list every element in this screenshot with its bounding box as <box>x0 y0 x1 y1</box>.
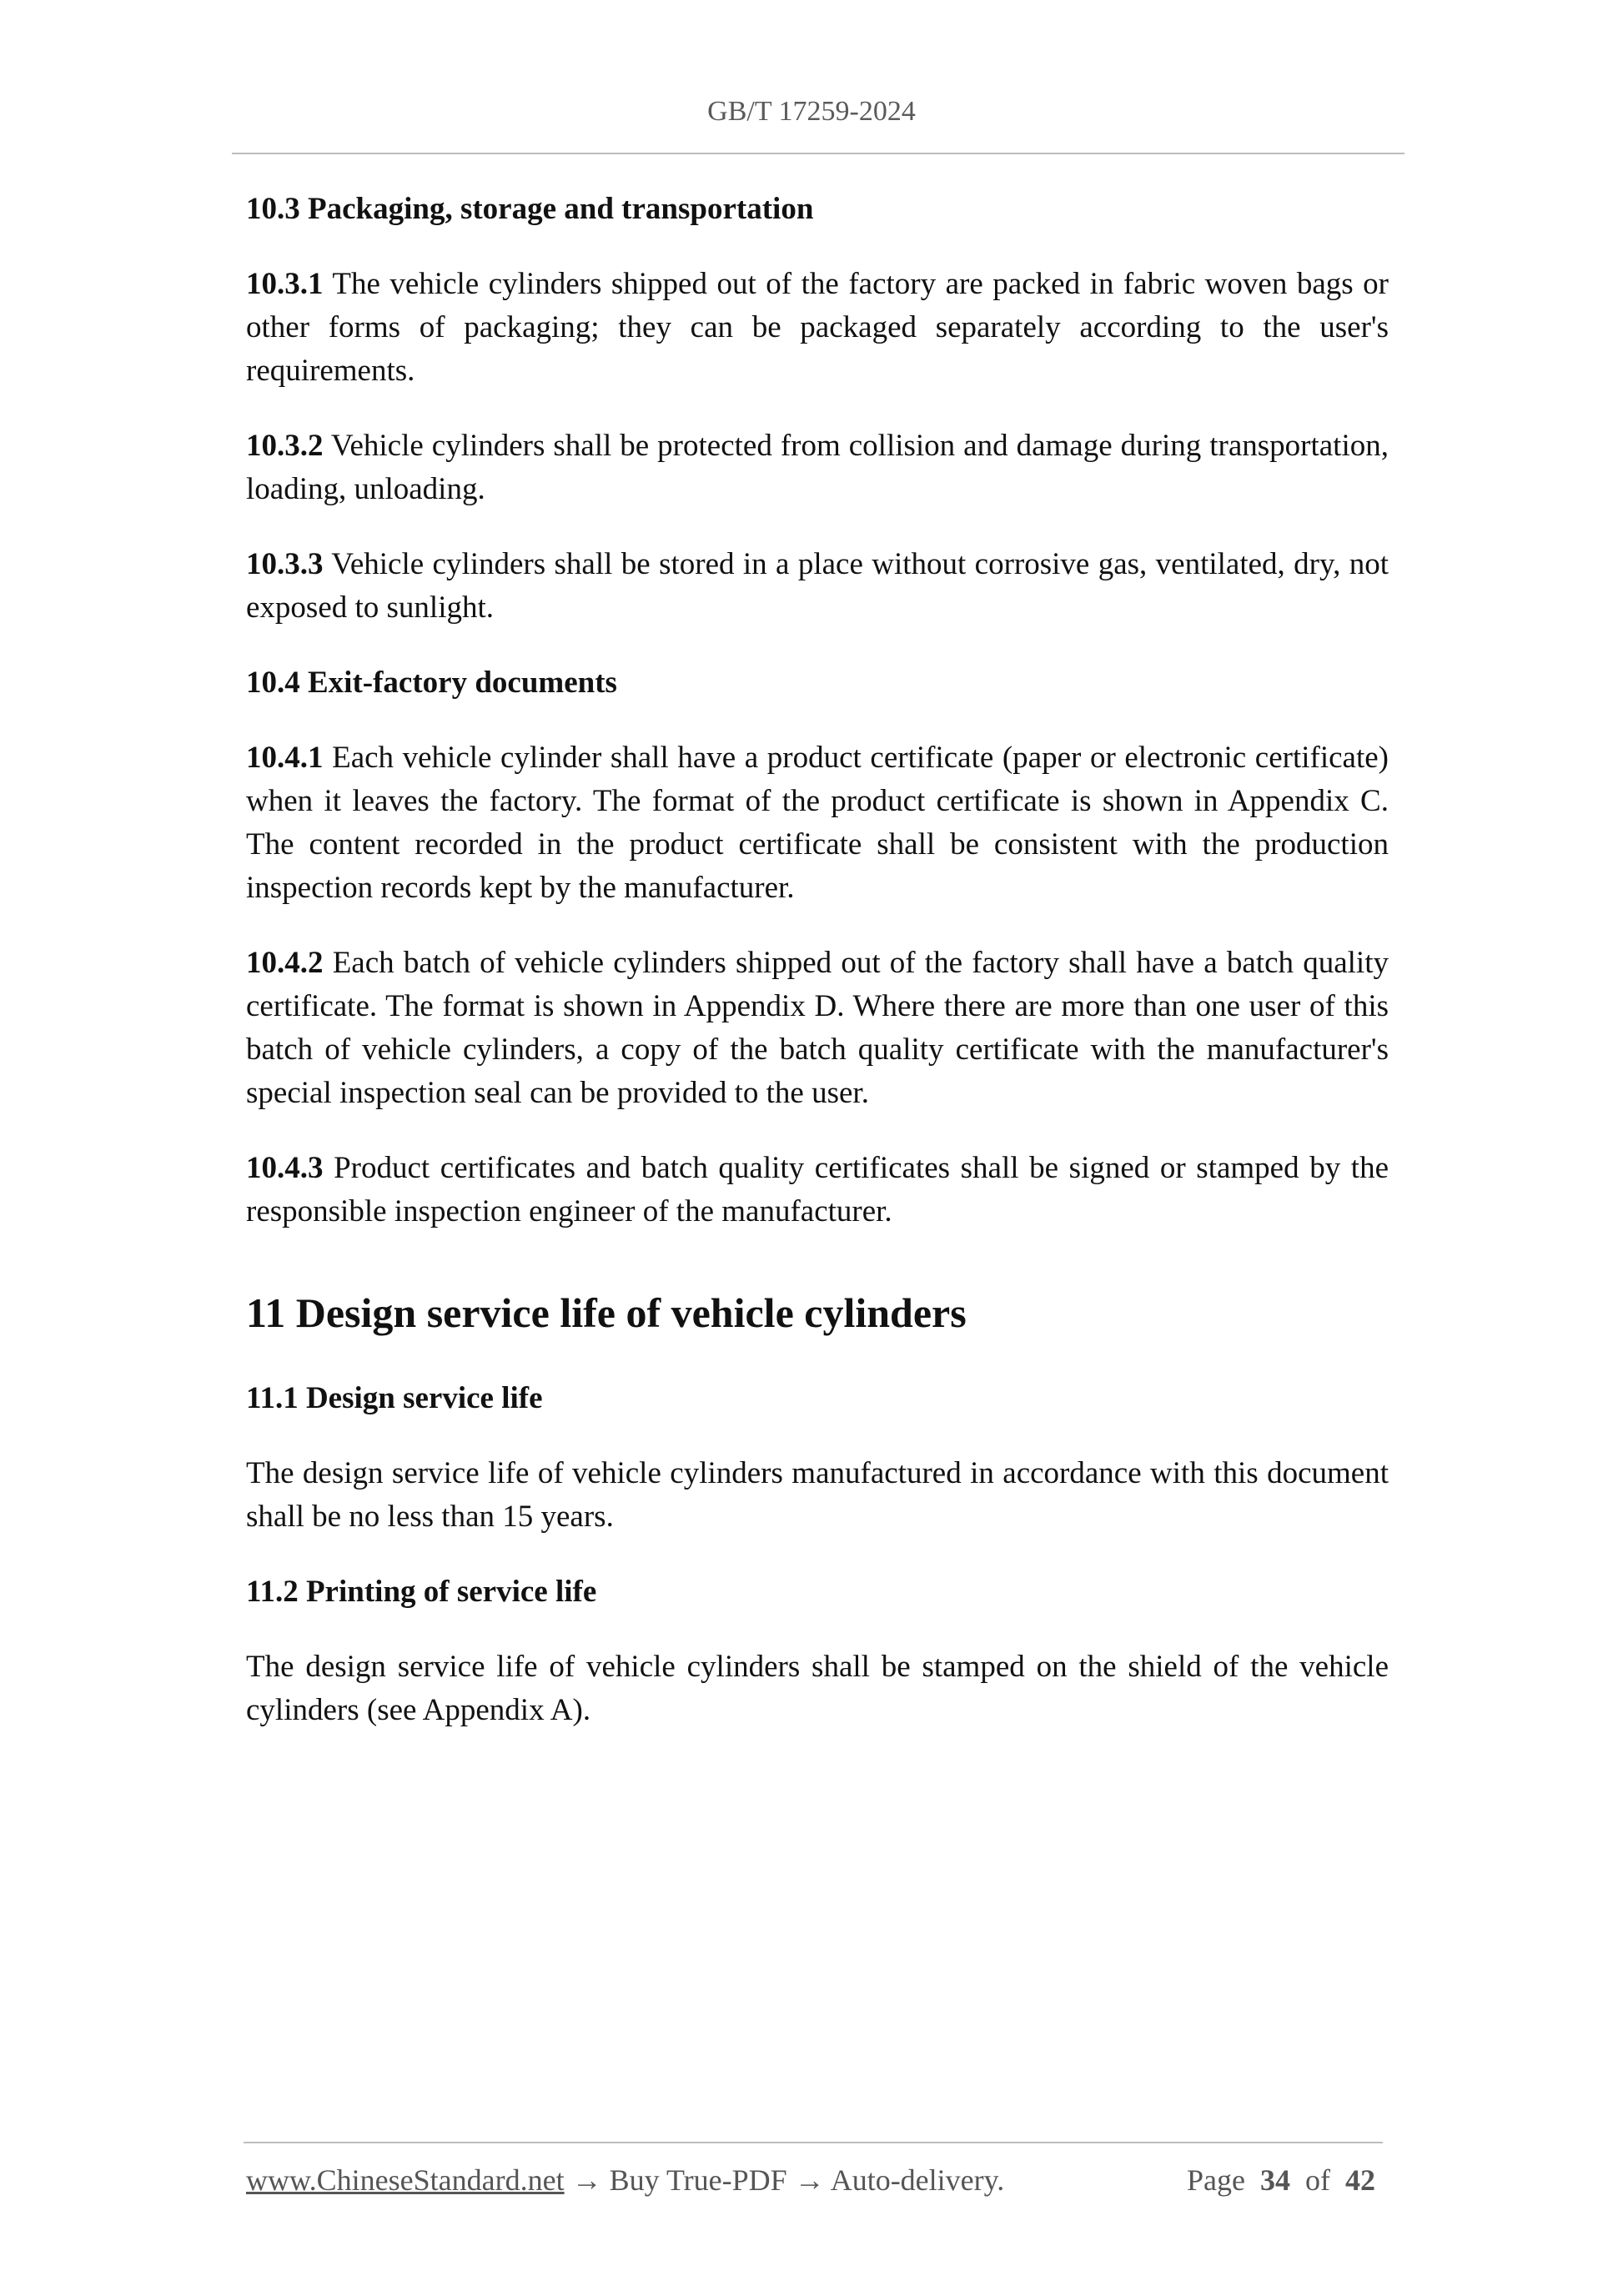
total-pages: 42 <box>1345 2163 1375 2197</box>
clause-number: 10.4.1 <box>246 741 324 775</box>
section-heading-10-3: 10.3 Packaging, storage and transportation <box>246 192 814 226</box>
clause-text: Product certificates and batch quality certificates shall be signed or stamped by the responsible inspection engineer of the manufacturer. <box>246 1151 1389 1228</box>
paragraph-11-1: The design service life of vehicle cylinders manufactured in accordance with this document shall be no less than 15 years. <box>246 1456 1389 1534</box>
document-body <box>246 188 1389 1764</box>
promo-text: → Buy True-PDF → Auto-delivery. <box>564 2163 1005 2197</box>
page-word: Page <box>1187 2163 1245 2197</box>
page-number: 34 <box>1260 2163 1290 2197</box>
clause-text: Vehicle cylinders shall be protected from collision and damage during transportation, loading, unloading. <box>246 429 1389 506</box>
clause-10-3-1 <box>246 263 1389 393</box>
clause-number: 10.4.3 <box>246 1151 324 1185</box>
site-link[interactable]: www.ChineseStandard.net <box>246 2163 565 2197</box>
page-header: GB/T 17259-2024 <box>707 96 916 127</box>
paragraph-11-2: The design service life of vehicle cylinders shall be stamped on the shield of the vehicle cylinders (see Appendix A). <box>246 1650 1389 1727</box>
clause-number: 10.4.2 <box>246 946 324 980</box>
clause-text: Vehicle cylinders shall be stored in a place without corrosive gas, ventilated, dry, not exposed to sunlight. <box>246 547 1389 625</box>
clause-10-4-1 <box>246 736 1389 910</box>
clause-text: Each vehicle cylinder shall have a product certificate (paper or electronic certificate) when it leaves the factory. The format of the product certificate is shown in Appendix C. The content recorded in the product certificate shall be consistent with the production inspection records kept by the manufacturer. <box>246 741 1389 905</box>
clause-text: Each batch of vehicle cylinders shipped out of the factory shall have a batch quality certificate. The format is shown in Appendix D. Where there are more than one user of this batch of vehicle cylinders, a copy of the batch quality certificate with the manufacturer's special inspection seal can be provided to the user. <box>246 946 1389 1110</box>
clause-10-4-3 <box>246 1147 1389 1233</box>
page-indicator <box>1187 2160 1375 2200</box>
section-heading-11-1: 11.1 Design service life <box>246 1381 543 1415</box>
of-word: of <box>1305 2163 1330 2197</box>
section-heading-10-4: 10.4 Exit-factory documents <box>246 666 617 700</box>
clause-number: 10.3.2 <box>246 429 324 463</box>
header-divider <box>232 153 1404 154</box>
clause-number: 10.3.3 <box>246 547 324 581</box>
clause-10-3-3 <box>246 543 1389 630</box>
clause-10-3-2 <box>246 425 1389 511</box>
clause-10-4-2 <box>246 942 1389 1115</box>
chapter-heading-11: 11 Design service life of vehicle cylinders <box>246 1289 967 1336</box>
clause-number: 10.3.1 <box>246 267 324 301</box>
footer-promo <box>246 2160 1004 2200</box>
section-heading-11-2: 11.2 Printing of service life <box>246 1575 597 1609</box>
footer-divider <box>244 2142 1383 2143</box>
clause-text: The vehicle cylinders shipped out of the factory are packed in fabric woven bags or other forms of packaging; they can be packaged separately according to the user's requirements. <box>246 267 1389 388</box>
